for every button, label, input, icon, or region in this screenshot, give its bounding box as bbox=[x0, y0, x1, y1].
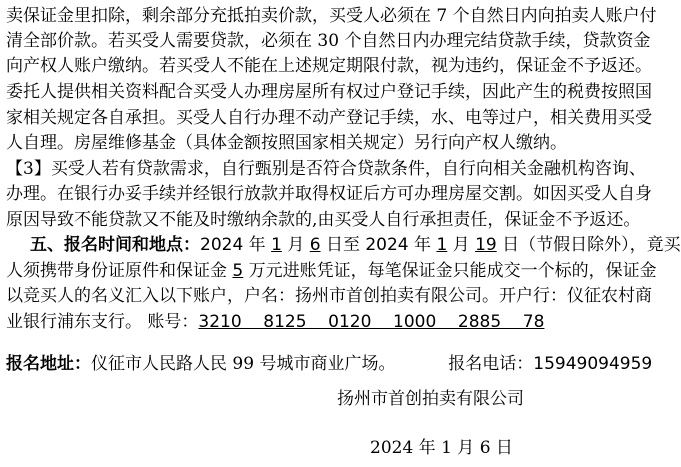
paragraph-line: 委托人提供相关资料配合买受人办理房屋所有权过户登记手续，因此产生的税费按照国 bbox=[6, 82, 652, 102]
deposit-text: 人须携带身份证原件和保证金 bbox=[6, 261, 227, 281]
phone-value: 15949094959 bbox=[533, 354, 653, 374]
section-heading: 五、报名时间和地点： bbox=[30, 235, 200, 255]
month-unit: 月 bbox=[452, 235, 470, 255]
paragraph-line: 清全部价款。若买受人需要贷款，必须在 30 个自然日内办理完结贷款手续，贷款资金 bbox=[6, 31, 651, 51]
end-year: 2024 bbox=[365, 235, 409, 255]
registration-line bbox=[6, 352, 652, 376]
deposit-amount: 5 bbox=[232, 261, 244, 281]
date-note: 日（节假日除外），竟买 bbox=[502, 235, 681, 255]
start-year: 2024 bbox=[200, 235, 244, 255]
paragraph-line: 人自理。房屋维修基金（具体金额按照国家相关规定）另行向产权人缴纳。 bbox=[6, 133, 567, 153]
company-signature: 扬州市首创拍卖有限公司 bbox=[337, 389, 524, 409]
document-date: 2024 年 1 月 6 日 bbox=[370, 438, 513, 458]
start-month: 1 bbox=[271, 235, 282, 255]
year-unit: 年 bbox=[414, 235, 432, 255]
address-label: 报名地址： bbox=[6, 354, 91, 374]
paragraph-line: 【3】买受人若有贷款需求，自行甄别是否符合贷款条件，自行向相关金融机构咨询、 bbox=[6, 159, 646, 179]
deposit-text-cont: 万元进账凭证，每笔保证金只能成交一个标的，保证金 bbox=[248, 261, 657, 281]
section-5-line-1 bbox=[30, 233, 681, 257]
address-value: 仪征市人民路人民 99 号城市商业广场。 bbox=[91, 354, 396, 374]
phone-label: 报名电话： bbox=[448, 354, 534, 374]
paragraph-line: 原因导致不能贷款又不能及时缴纳余款的,由买受人自行承担责任，保证金不予返还。 bbox=[6, 210, 641, 230]
year-unit: 年 bbox=[248, 235, 266, 255]
paragraph-line: 卖保证金里扣除，剩余部分充抵拍卖价款，买受人必须在 7 个自然日内向拍卖人账户付 bbox=[6, 6, 657, 26]
paragraph-line: 办理。在银行办妥手续并经银行放款并取得权证后方可办理房屋交割。如因买受人自身 bbox=[6, 184, 652, 204]
end-month: 1 bbox=[436, 235, 448, 255]
section-5-line-3: 以竞买人的名义汇入以下账户，户名：扬州市首创拍卖有限公司。开户行：仪征农村商 bbox=[6, 286, 652, 306]
date-connector: 日至 bbox=[325, 235, 360, 255]
section-5-line-4 bbox=[6, 310, 544, 334]
month-unit: 月 bbox=[287, 235, 305, 255]
section-5-line-2 bbox=[6, 259, 657, 283]
paragraph-line: 向产权人账户缴纳。若买受人不能在上述规定期限付款，视为违约，保证金不予返还。 bbox=[6, 56, 652, 76]
account-number: 3210 8125 0120 1000 2885 78 bbox=[198, 312, 545, 332]
paragraph-line: 家相关规定各自承担。买受人自行办理不动产登记手续，水、电等过户，相关费用买受 bbox=[6, 108, 652, 128]
account-label: 业银行浦东支行。 账号： bbox=[6, 312, 199, 332]
end-day: 19 bbox=[475, 235, 497, 255]
start-day: 6 bbox=[309, 235, 321, 255]
